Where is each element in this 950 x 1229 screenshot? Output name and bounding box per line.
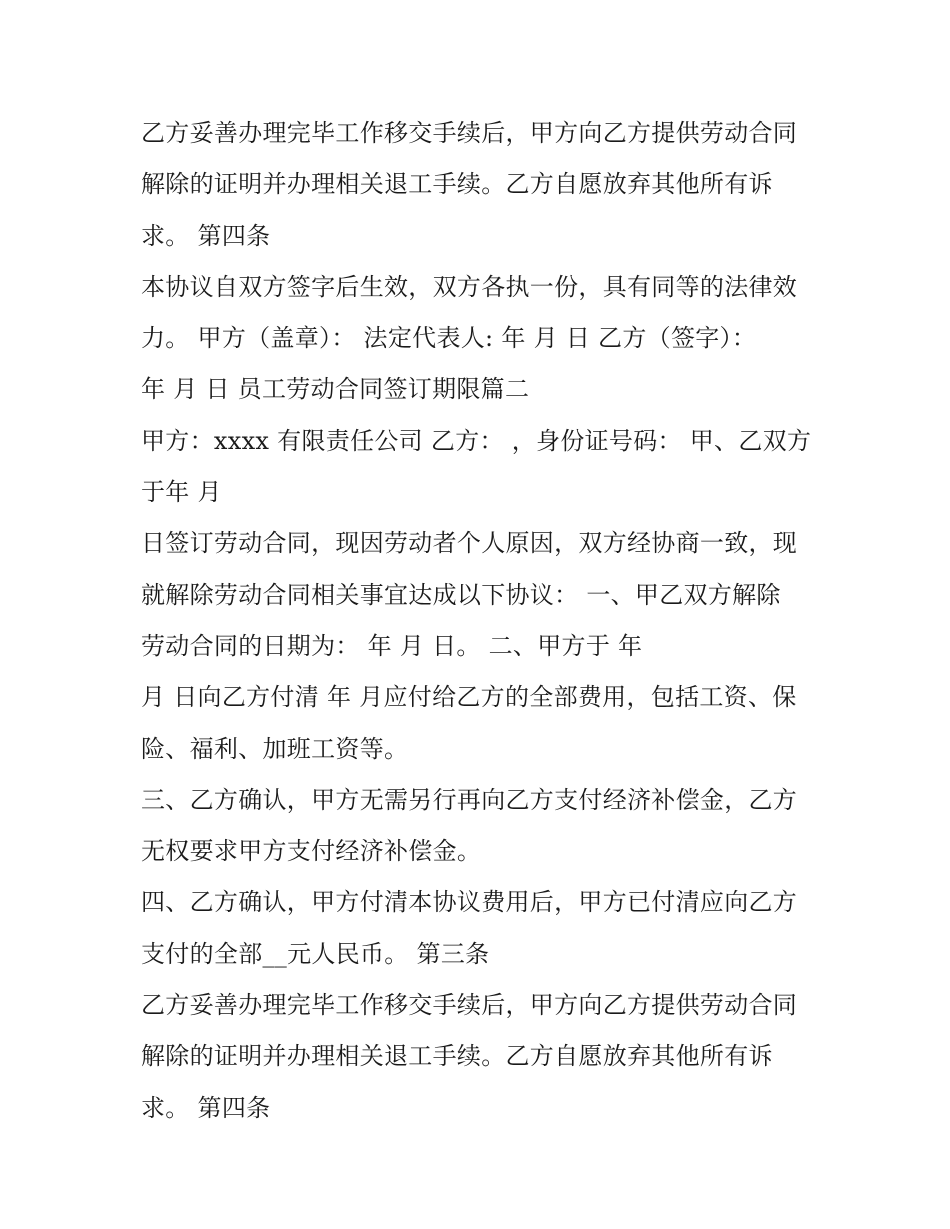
- text-line: 劳动合同的日期为： 年 月 日。 二、甲方于 年: [141, 631, 643, 660]
- text-line: 险、福利、加班工资等。: [141, 734, 409, 763]
- text-line: 无权要求甲方支付经济补偿金。: [141, 837, 482, 866]
- text-line: 甲方：xxxx 有限责任公司 乙方： ，身份证号码： 甲、乙双方: [141, 426, 812, 455]
- text-line: 四、乙方确认，甲方付清本协议费用后，甲方已付清应向乙方: [141, 888, 798, 917]
- text-line: 求。 第四条: [141, 221, 271, 250]
- text-line: 支付的全部__元人民币。 第三条: [141, 939, 490, 968]
- text-line: 三、乙方确认，甲方无需另行再向乙方支付经济补偿金，乙方: [141, 785, 798, 814]
- text-line: 乙方妥善办理完毕工作移交手续后，甲方向乙方提供劳动合同: [141, 991, 798, 1020]
- text-line: 日签订劳动合同，现因劳动者个人原因，双方经协商一致，现: [141, 529, 798, 558]
- text-line: 年 月 日 员工劳动合同签订期限篇二: [141, 375, 530, 404]
- text-line: 力。 甲方（盖章）： 法定代表人: 年 月 日 乙方（签字）：: [141, 324, 757, 353]
- text-line: 月 日向乙方付清 年 月应付给乙方的全部费用，包括工资、保: [141, 683, 797, 712]
- text-line: 乙方妥善办理完毕工作移交手续后，甲方向乙方提供劳动合同: [141, 119, 798, 147]
- document-body: [141, 108, 821, 1134]
- text-line: 就解除劳动合同相关事宜达成以下协议： 一、甲乙双方解除: [141, 580, 781, 609]
- text-line: 解除的证明并办理相关退工手续。乙方自愿放弃其他所有诉: [141, 170, 773, 199]
- text-line: 解除的证明并办理相关退工手续。乙方自愿放弃其他所有诉: [141, 1042, 773, 1071]
- text-line: 于年 月: [141, 478, 222, 507]
- text-line: 求。 第四条: [141, 1093, 271, 1122]
- text-line: 本协议自双方签字后生效，双方各执一份，具有同等的法律效: [141, 272, 798, 301]
